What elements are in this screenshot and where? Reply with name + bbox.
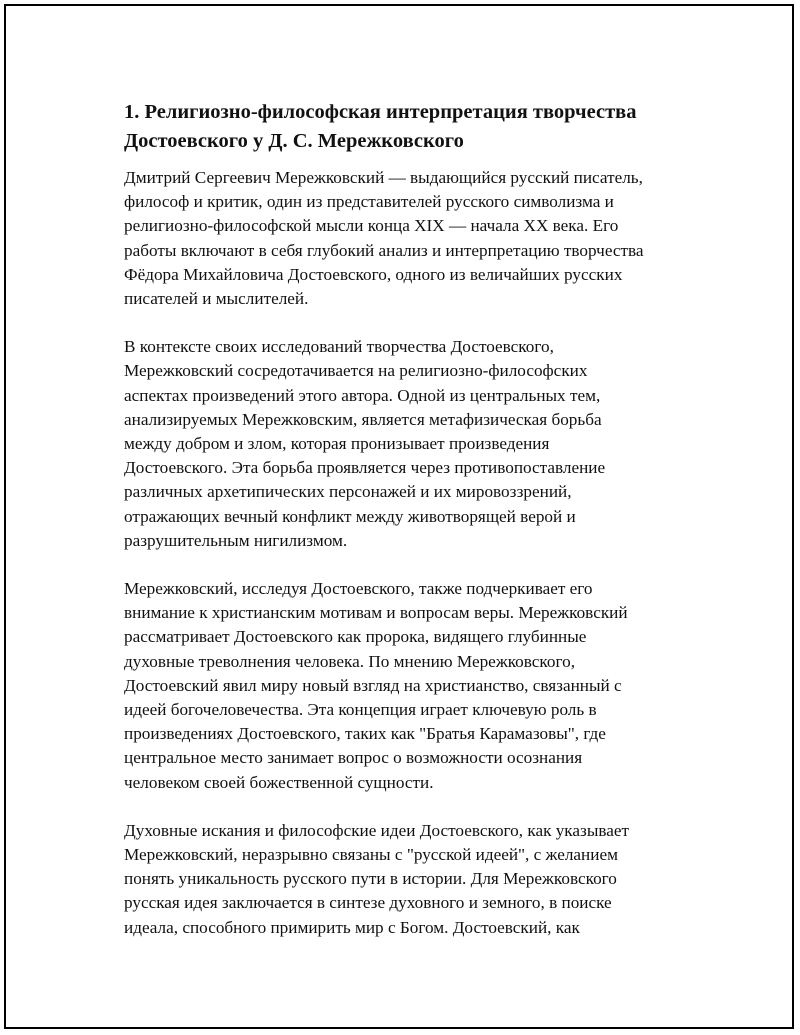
paragraph-4 xyxy=(124,819,704,940)
text-line: произведениях Достоевского, таких как "Братья Карамазовы", где xyxy=(124,724,606,744)
text-line: религиозно-философской мысли конца XIX — начала XX века. Его xyxy=(124,216,619,236)
paragraph-1 xyxy=(124,166,704,311)
paragraph-3 xyxy=(124,577,704,795)
text-line: Дмитрий Сергеевич Мережковский — выдающийся русский писатель, xyxy=(124,168,643,187)
text-line: Духовные искания и философские идеи Достоевского, как указывает xyxy=(124,820,630,840)
text-line: Фёдора Михайловича Достоевского, одного из величайших русских xyxy=(124,264,623,284)
text-line: центральное место занимает вопрос о возможности осознания xyxy=(124,748,583,768)
text-line: анализируемых Мережковским, является метафизическая борьба xyxy=(124,409,602,429)
heading-line: Достоевского у Д. С. Мережковского xyxy=(124,130,464,152)
text-line: Достоевский явил миру новый взгляд на христианство, связанный с xyxy=(124,675,622,695)
text-line: внимание к христианским мотивам и вопросам веры. Мережковский xyxy=(124,603,628,623)
text-line: Достоевского. Эта борьба проявляется через противопоставление xyxy=(124,458,606,478)
text-line: аспектах произведений этого автора. Одной из центральных тем, xyxy=(124,385,601,405)
text-line: рассматривает Достоевского как пророка, видящего глубинные xyxy=(124,627,587,647)
text-line: работы включают в себя глубокий анализ и интерпретацию творчества xyxy=(124,240,644,260)
text-line: между добром и злом, которая пронизывает произведения xyxy=(124,434,550,454)
text-line: духовные треволнения человека. По мнению Мережковского, xyxy=(124,651,575,671)
text-line: Мережковский, исследуя Достоевского, также подчеркивает его xyxy=(124,579,593,599)
text-line: разрушительным нигилизмом. xyxy=(124,530,348,550)
text-line: понять уникальность русского пути в истории. Для Мережковского xyxy=(124,869,617,889)
text-line: В контексте своих исследований творчества Достоевского, xyxy=(124,337,554,357)
paragraph-2 xyxy=(124,335,704,553)
section-heading xyxy=(124,98,704,156)
text-line: Мережковский сосредотачивается на религиозно-философских xyxy=(124,361,588,381)
text-line: русская идея заключается в синтезе духовного и земного, в поиске xyxy=(124,893,612,913)
page-frame xyxy=(4,4,794,1029)
heading-line: 1. Религиозно-философская интерпретация творчества xyxy=(124,101,637,123)
text-line: писателей и мыслителей. xyxy=(124,289,309,309)
text-line: философ и критик, один из представителей русского символизма и xyxy=(124,192,614,212)
text-line: отражающих вечный конфликт между животворящей верой и xyxy=(124,506,576,526)
text-line: человеком своей божественной сущности. xyxy=(124,772,434,792)
text-line: различных архетипических персонажей и их мировоззрений, xyxy=(124,482,572,502)
text-line: Мережковский, неразрывно связаны с "русской идеей", с желанием xyxy=(124,845,618,865)
text-line: идеала, способного примирить мир с Богом. Достоевский, как xyxy=(124,917,580,937)
document-body xyxy=(124,98,704,964)
text-line: идеей богочеловечества. Эта концепция играет ключевую роль в xyxy=(124,700,597,720)
